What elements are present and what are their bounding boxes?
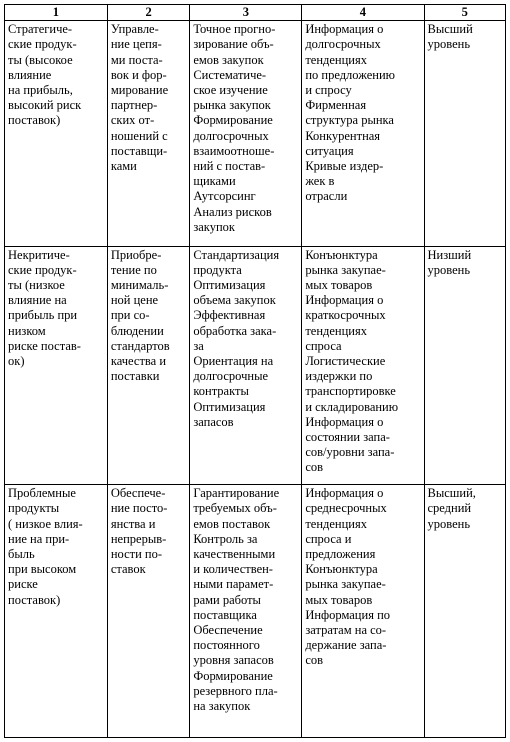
actions-cell: Гарантирование требуемых объ- емов поставок Контроль за качественными и количествен- ными парамет- рами работы поставщика Обеспечение постоянного уровня запасов Формирование резервного пла- на закупок [190, 485, 302, 738]
level-cell: Высший уровень [424, 21, 506, 246]
column-header-1: 1 [5, 5, 108, 21]
actions-cell: Стандартизация продукта Оптимизация объема закупок Эффективная обработка зака- за Ориентация на долгосрочные контракты Оптимизация запасов [190, 246, 302, 485]
column-header-4: 4 [302, 5, 424, 21]
approach-cell: Обеспече- ние посто- янства и непрерыв- ности по- ставок [107, 485, 189, 738]
procurement-strategy-table [4, 4, 506, 738]
actions-cell: Точное прогно- зирование объ- емов закупок Систематиче- ское изучение рынка закупок Формирование долгосрочных взаимоотноше- ний с постав- щиками Аутсорсинг Анализ рисков закупок [190, 21, 302, 246]
column-header-5: 5 [424, 5, 506, 21]
column-header-2: 2 [107, 5, 189, 21]
approach-cell: Приобре- тение по минималь- ной цене при со- блюдении стандартов качества и поставки [107, 246, 189, 485]
information-cell: Конъюнктура рынка закупае- мых товаров Информация о краткосрочных тенденциях спроса Логистические издержки по транспортировке и складированию Информация о состоянии запа- сов/уровни запа- сов [302, 246, 424, 485]
information-cell: Информация о долгосрочных тенденциях по предложению и спросу Фирменная структура рынка Конкурентная ситуация Кривые издер- жек в отрасли [302, 21, 424, 246]
table-row [5, 246, 506, 485]
table-row [5, 485, 506, 738]
product-category-cell: Некритиче- ские продук- ты (низкое влияние на прибыль при низком риске постав- ок) [5, 246, 108, 485]
header-row [5, 5, 506, 21]
table-row [5, 21, 506, 246]
information-cell: Информация о среднесрочных тенденциях спроса и предложения Конъюнктура рынка закупае- мых товаров Информация по затратам на со- держание запа- сов [302, 485, 424, 738]
column-header-3: 3 [190, 5, 302, 21]
product-category-cell: Проблемные продукты ( низкое влия- ние на при- быль при высоком риске поставок) [5, 485, 108, 738]
product-category-cell: Стратегиче- ские продук- ты (высокое влияние на прибыль, высокий риск поставок) [5, 21, 108, 246]
approach-cell: Управле- ние цепя- ми поста- вок и фор- мирование партнер- ских от- ношений с поставщи- ками [107, 21, 189, 246]
level-cell: Низший уровень [424, 246, 506, 485]
level-cell: Высший, средний уровень [424, 485, 506, 738]
